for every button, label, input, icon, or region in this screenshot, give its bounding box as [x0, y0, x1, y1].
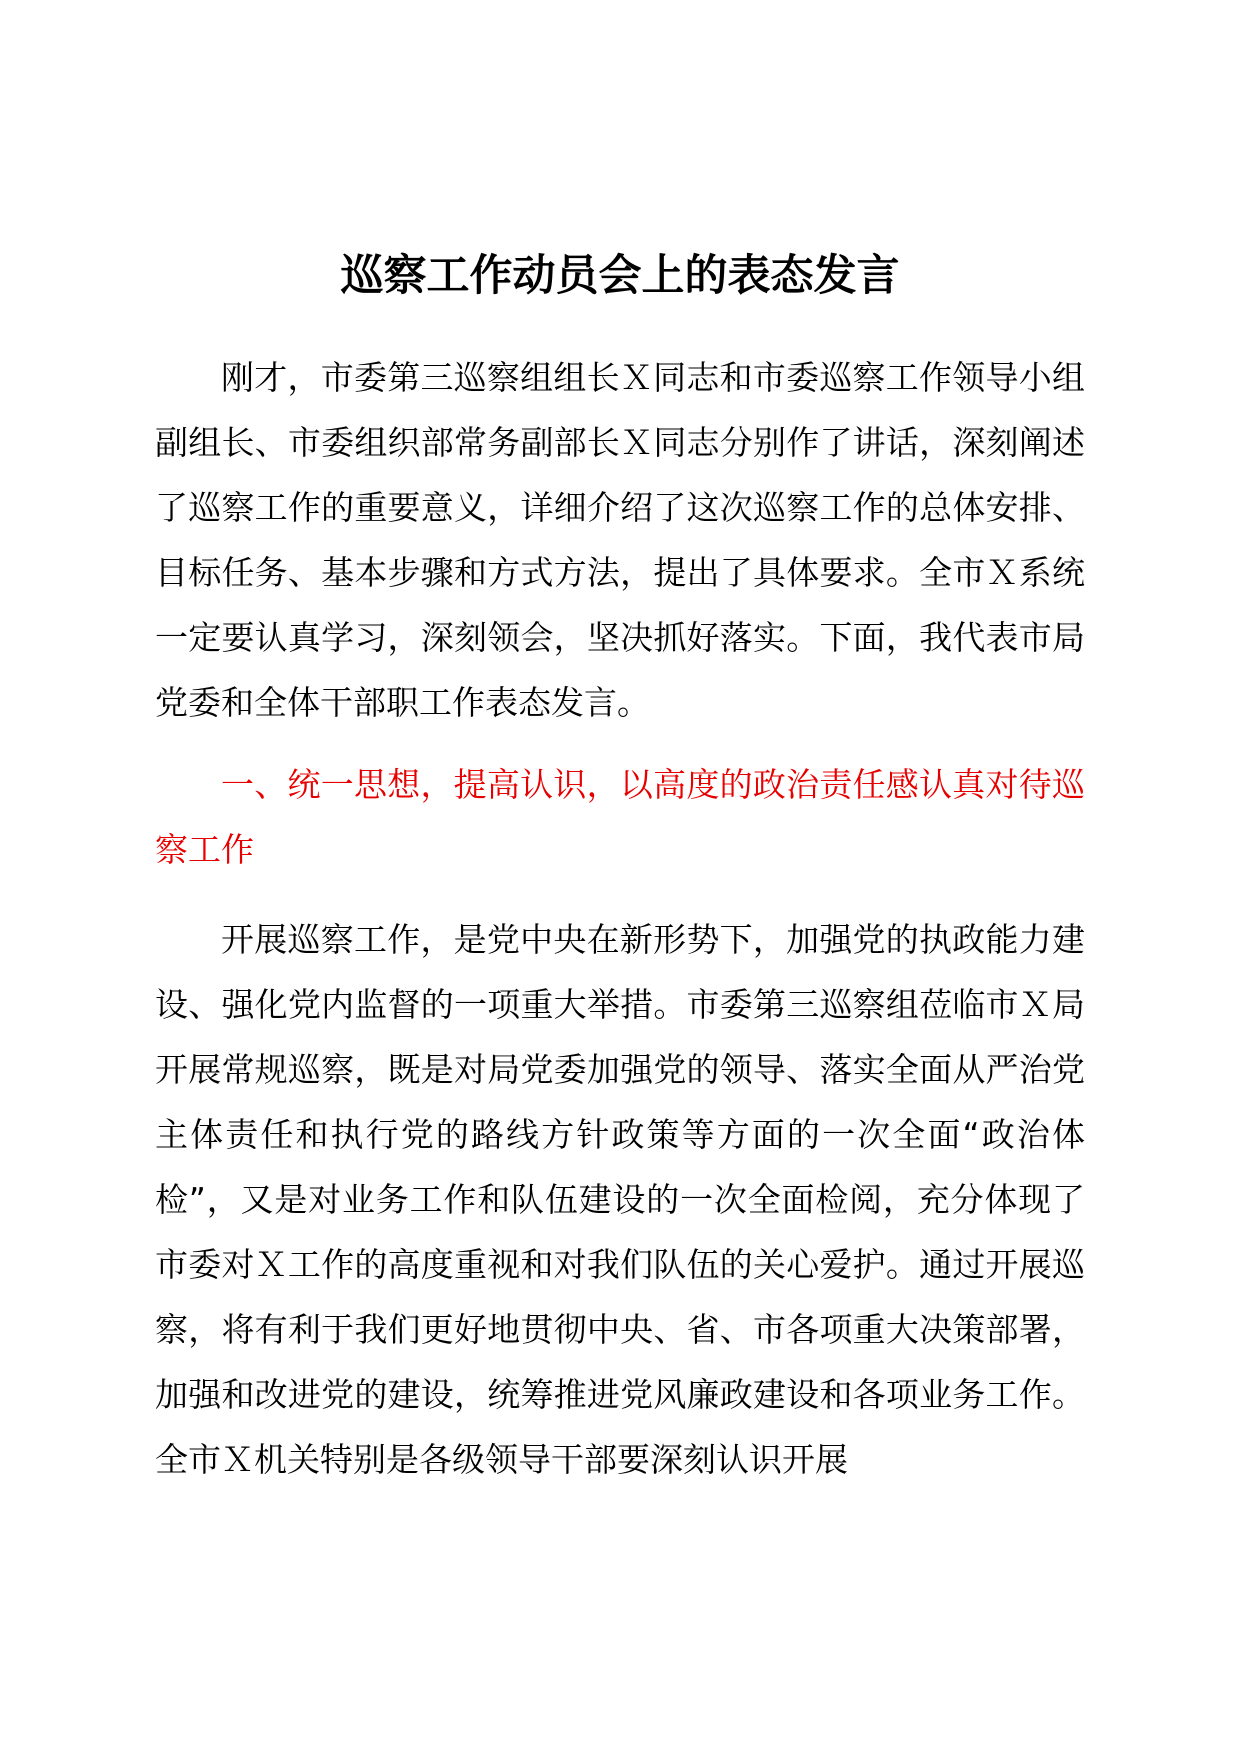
section-heading-1: 一、统一思想，提高认识，以高度的政治责任感认真对待巡察工作 [155, 765, 1085, 869]
document-title: 巡察工作动员会上的表态发言 [340, 251, 900, 301]
paragraph-section-1: 开展巡察工作，是党中央在新形势下，加强党的执政能力建设、强化党内监督的一项重大举措。市委第三巡察组莅临市Ｘ局开展常规巡察，既是对局党委加强党的领导、落实全面从严治党主体责任和执行党的路线方针政策等方面的一次全面“政治体检”，又是对业务工作和队伍建设的一次全面检阅，充分体现了市委对Ｘ工作的高度重视和对我们队伍的关心爱护。通过开展巡察，将有利于我们更好地贯彻中央、省、市各项重大决策部署，加强和改进党的建设，统筹推进党风廉政建设和各项业务工作。全市Ｘ机关特别是各级领导干部要深刻认识开展 [155, 920, 1085, 1479]
paragraph-opening: 刚才，市委第三巡察组组长Ｘ同志和市委巡察工作领导小组副组长、市委组织部常务副部长Ｘ同志分别作了讲话，深刻阐述了巡察工作的重要意义，详细介绍了这次巡察工作的总体安排、目标任务、基本步骤和方式方法，提出了具体要求。全市Ｘ系统一定要认真学习，深刻领会，坚决抓好落实。下面，我代表市局党委和全体干部职工作表态发言。 [155, 358, 1085, 722]
